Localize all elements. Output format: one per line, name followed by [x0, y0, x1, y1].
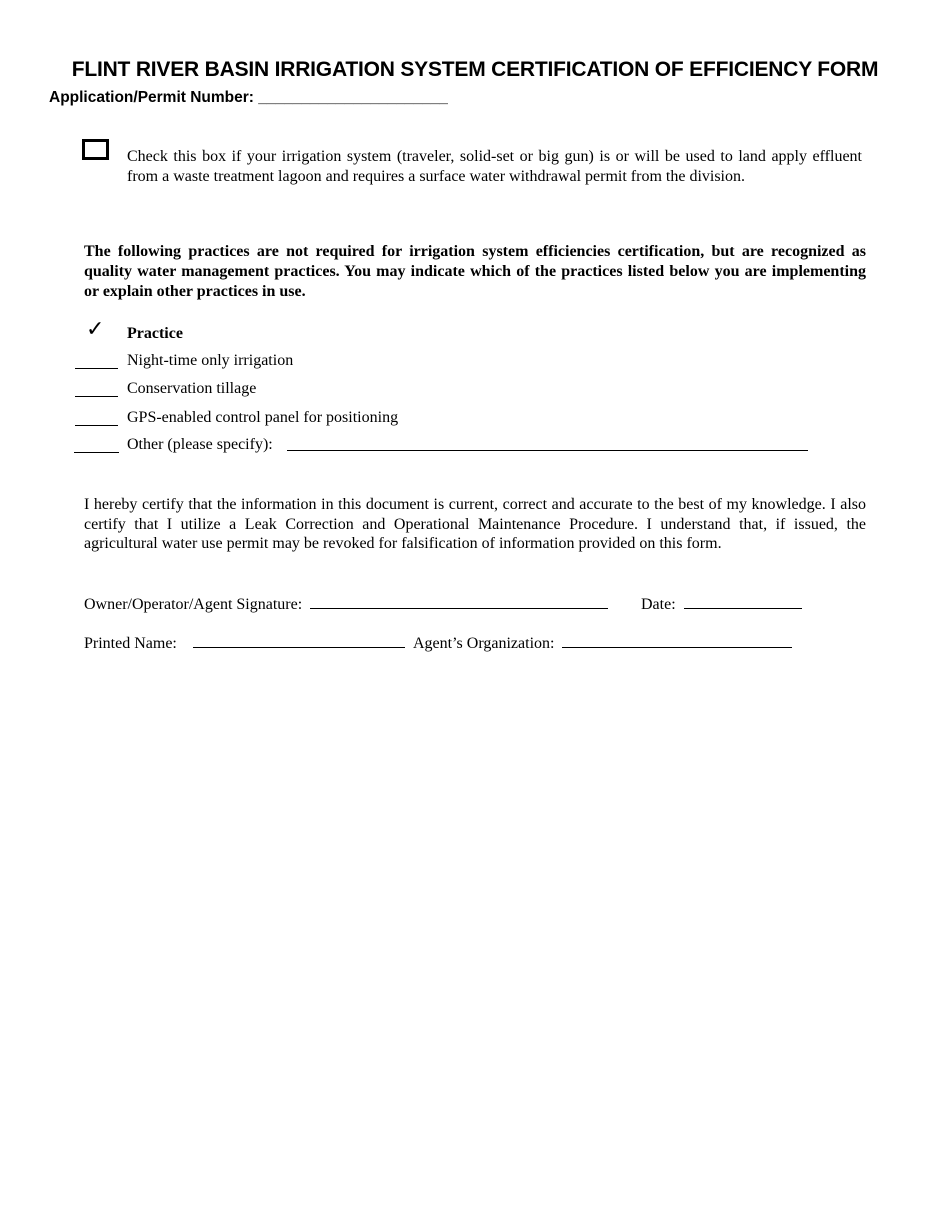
date-field[interactable] — [684, 593, 802, 609]
organization-line — [413, 632, 792, 654]
permit-number-line — [49, 89, 448, 107]
practice-label: Night-time only irrigation — [127, 352, 294, 369]
practice-label: Other (please specify): — [127, 436, 273, 453]
certification-statement: I hereby certify that the information in this document is current, correct and accurate to the best of my knowledge. I also certify that I utilize a Leak Correction and Operational Maintenance Procedure. I understand that, if issued, the agricultural water use permit may be revoked for falsification of information provided on this form. — [84, 496, 866, 553]
permit-number-field[interactable]: ______________________ — [258, 89, 448, 106]
practice-checkbox-blank[interactable] — [75, 379, 118, 397]
practice-row-conservation-tillage — [0, 379, 950, 399]
practice-checkbox-blank[interactable] — [75, 408, 118, 426]
organization-field[interactable] — [562, 632, 792, 648]
checkmark-icon: ✓ — [86, 316, 105, 341]
practice-checkbox-blank[interactable] — [75, 351, 118, 369]
printed-name-line — [84, 632, 405, 654]
practice-row-night-time — [0, 351, 950, 371]
organization-label: Agent’s Organization: — [413, 635, 555, 652]
effluent-checkbox[interactable] — [82, 139, 109, 160]
signature-label: Owner/Operator/Agent Signature: — [84, 596, 303, 613]
printed-name-label: Printed Name: — [84, 635, 177, 652]
practice-column-header: Practice — [127, 325, 183, 342]
printed-name-field[interactable] — [193, 632, 405, 648]
practice-label: Conservation tillage — [127, 380, 257, 397]
practices-notice: The following practices are not required for irrigation system efficiencies certification, but are recognized as quality water management practices. You may indicate which of the practices listed below you are implementing or explain other practices in use. — [84, 243, 866, 300]
practice-row-gps-control-panel — [0, 408, 950, 428]
form-title: FLINT RIVER BASIN IRRIGATION SYSTEM CERTIFICATION OF EFFICIENCY FORM — [71, 58, 879, 81]
permit-number-label: Application/Permit Number: — [49, 89, 254, 106]
practice-checkbox-blank[interactable] — [74, 435, 119, 453]
date-line — [641, 593, 802, 615]
other-practice-field[interactable] — [287, 435, 808, 451]
signature-field[interactable] — [310, 593, 608, 609]
practice-row-other — [0, 435, 950, 455]
practice-label: GPS-enabled control panel for positioning — [127, 409, 399, 426]
signature-line — [84, 593, 608, 615]
date-label: Date: — [641, 596, 676, 613]
effluent-checkbox-label: Check this box if your irrigation system (traveler, solid-set or big gun) is or will be used to land apply effluent from a waste treatment lagoon and requires a surface water withdrawal permit from the division. — [127, 148, 862, 185]
